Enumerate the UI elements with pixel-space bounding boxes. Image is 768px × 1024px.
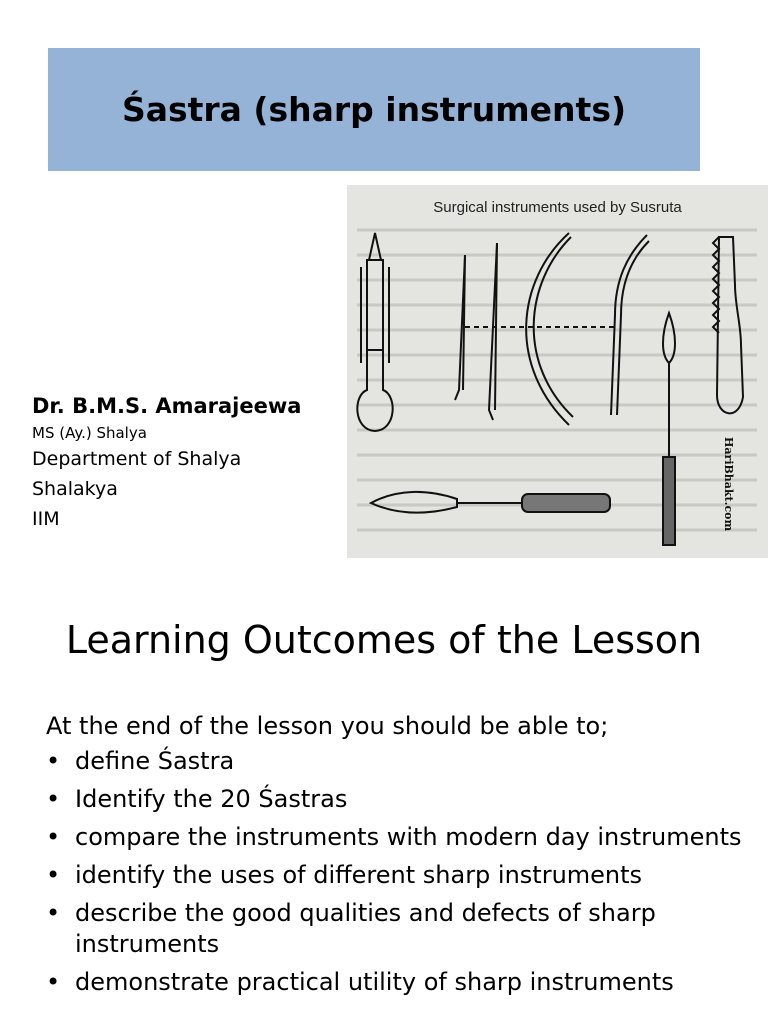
list-item: • demonstrate practical utility of sharp instruments [46,967,746,998]
watermark: HariBhakt.com [722,437,735,532]
list-item: • Identify the 20 Śastras [46,784,746,815]
author-block [32,390,301,534]
section-title: Learning Outcomes of the Lesson [65,618,703,662]
author-department-cont: Shalakya [32,478,118,500]
list-item: • describe the good qualities and defects of sharp instruments [46,898,746,960]
instruments-figure [347,185,768,558]
instruments-illustration [347,185,768,558]
title-banner [48,48,700,171]
figure-caption: Surgical instruments used by Susruta [433,199,682,216]
slide-title: Śastra (sharp instruments) [121,90,627,129]
author-department: Department of Shalya [32,448,242,470]
list-item: • identify the uses of different sharp instruments [46,860,746,891]
author-institute: IIM [32,508,60,530]
author-degree: MS (Ay.) Shalya [32,424,147,442]
author-name: Dr. B.M.S. Amarajeewa [32,394,302,418]
list-item: • define Śastra [46,746,746,777]
section-intro: At the end of the lesson you should be able to; [46,712,609,740]
list-item: • compare the instruments with modern day instruments [46,822,746,853]
outcomes-list [46,746,746,1005]
